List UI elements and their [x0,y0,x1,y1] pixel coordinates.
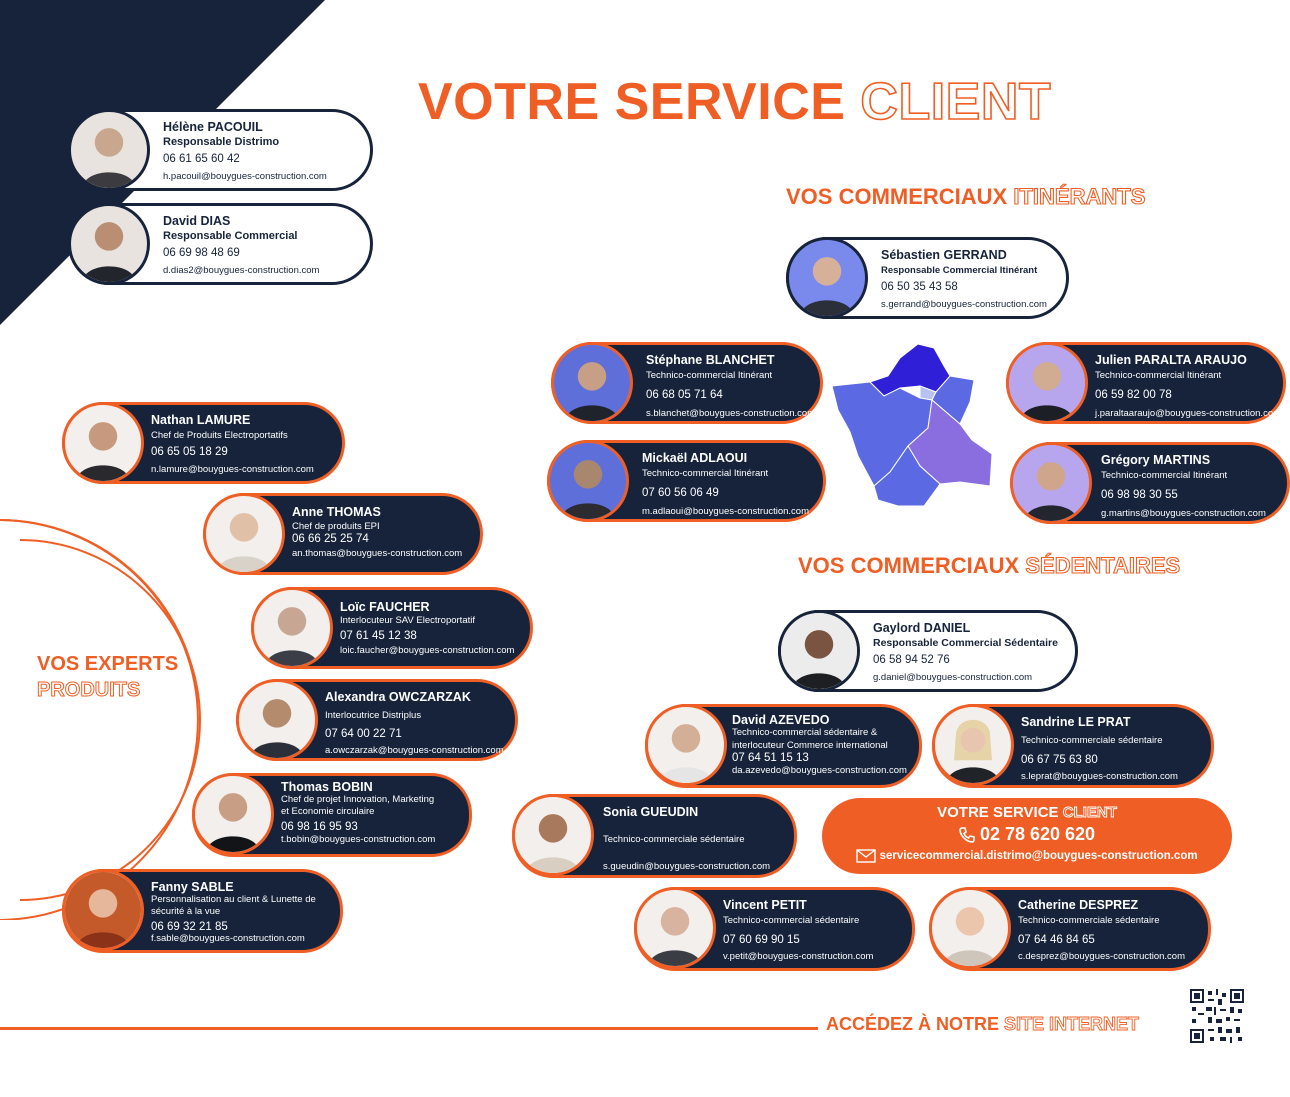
contact-name: Stéphane BLANCHET [646,353,775,367]
contact-name: Julien PARALTA ARAUJO [1095,353,1247,367]
avatar [236,679,318,761]
avatar [932,704,1014,786]
contact-role: Technico-commercial Itinérant [646,370,773,381]
contact-name: Catherine DESPREZ [1018,898,1139,912]
contact-card-sedentaire [929,887,1211,971]
service-client-title: VOTRE SERVICE CLIENT [937,804,1117,821]
avatar [251,587,333,669]
avatar [551,342,633,424]
contact-role: Technico-commercial Itinérant [642,468,769,479]
service-client-phone[interactable]: 02 78 620 620 [822,824,1232,845]
contact-role: Responsable Commercial Sédentaire [873,637,1058,649]
contact-phone: 06 58 94 52 76 [873,654,950,666]
contact-email: g.martins@bouygues-construction.com [1101,508,1266,519]
contact-name: David DIAS [163,214,231,228]
contact-name: Nathan LAMURE [151,413,251,427]
contact-role: Technico-commercial sédentaire [723,915,860,926]
contact-phone: 07 64 00 22 71 [325,728,402,740]
phone-icon [959,827,975,843]
avatar [62,869,144,951]
contact-email: s.gerrand@bouygues-construction.com [881,299,1047,310]
contact-phone: 06 98 16 95 93 [281,820,358,833]
experts-arc-decoration [0,500,240,920]
contact-email: j.paraltaaraujo@bouygues-construction.com [1095,408,1282,419]
contact-card-itinerant [1006,342,1286,424]
contact-role: Interlocuteur SAV Electroportatif [340,615,475,626]
avatar [68,203,150,285]
contact-phone: 06 69 98 48 69 [163,247,240,259]
contact-role: Technico-commerciale sédentaire [1018,915,1160,926]
contact-role: Interlocutrice Distriplus [325,710,422,721]
contact-name: Hélène PACOUIL [163,120,263,134]
contact-email: g.daniel@bouygues-construction.com [873,672,1033,683]
contact-email: an.thomas@bouygues-construction.com [292,547,463,559]
contact-role: Technico-commercial Itinérant [1095,370,1222,381]
contact-name: Loïc FAUCHER [340,600,430,614]
contact-card-expert [203,493,483,575]
avatar [203,493,285,575]
contact-phone: 07 60 69 90 15 [723,934,800,946]
contact-role-line2: sécurité à la vue [151,906,221,917]
contact-role: Chef de Produits Electroportatifs [151,430,288,441]
contact-role-line1: Technico-commercial sédentaire & [732,726,878,738]
contact-name: Grégory MARTINS [1101,453,1211,467]
france-map-icon [828,336,1000,508]
contact-card-itinerant [1010,442,1290,524]
contact-card-sedentaire [634,887,915,971]
contact-card-sedentaire [778,610,1078,692]
section-title-itinerants: VOS COMMERCIAUX ITINÉRANTS [786,184,1146,209]
contact-card-sedentaire [645,704,922,788]
contact-email: n.lamure@bouygues-construction.com [151,464,314,475]
avatar [547,440,629,522]
contact-role-line1: Chef de projet Innovation, Marketing [281,793,435,805]
contact-name: Anne THOMAS [292,505,381,519]
contact-phone: 06 59 82 00 78 [1095,389,1172,401]
avatar [1006,342,1088,424]
contact-name: Vincent PETIT [723,898,807,912]
contact-name: Mickaël ADLAOUI [642,451,748,465]
contact-email: s.gueudin@bouygues-construction.com [603,861,771,872]
contact-email: a.owczarzak@bouygues-construction.com [325,745,504,756]
qr-code-icon[interactable] [1190,989,1244,1043]
contact-email: m.adlaoui@bouygues-construction.com [642,506,810,517]
contact-email: t.bobin@bouygues-construction.com [281,834,436,845]
contact-role: Technico-commerciale sédentaire [603,834,745,845]
contact-role: Responsable Commercial Itinérant [881,265,1038,276]
avatar [192,773,274,855]
contact-name: Alexandra OWCZARZAK [325,690,471,704]
contact-email: d.dias2@bouygues-construction.com [163,265,320,276]
contact-name: Thomas BOBIN [281,780,373,794]
contact-role: Responsable Distrimo [163,136,280,148]
avatar [786,237,868,319]
contact-phone: 07 64 46 84 65 [1018,934,1095,946]
contact-card-expert [192,773,472,857]
contact-card-expert [62,402,345,484]
contact-phone: 06 66 25 25 74 [292,533,369,545]
contact-card-expert [62,869,343,953]
contact-role-line1: Personnalisation au client & Lunette de [151,893,316,905]
contact-role: Technico-commercial Itinérant [1101,470,1228,481]
contact-email: c.desprez@bouygues-construction.com [1018,951,1186,962]
contact-name: Sandrine LE PRAT [1021,715,1131,729]
contact-phone: 06 68 05 71 64 [646,389,723,401]
contact-name: David AZEVEDO [732,713,830,727]
contact-email: s.blanchet@bouygues-construction.com [646,408,816,419]
avatar [634,887,716,969]
avatar [929,887,1011,969]
contact-card-manager [68,203,373,285]
contact-card-itinerant [551,342,823,424]
contact-phone: 06 61 65 60 42 [163,153,240,165]
contact-phone: 06 65 05 18 29 [151,446,228,458]
avatar [68,109,150,191]
avatar [1010,442,1092,524]
avatar [62,402,144,484]
contact-card-itinerant [547,440,826,522]
service-client-email[interactable]: servicecommercial.distrimo@bouygues-construction.com [822,849,1232,863]
contact-name: Gaylord DANIEL [873,621,971,635]
contact-phone: 07 61 45 12 38 [340,630,417,642]
mail-icon [856,849,876,863]
contact-email: s.leprat@bouygues-construction.com [1021,771,1178,782]
contact-card-sedentaire [932,704,1214,788]
contact-phone: 06 50 35 43 58 [881,281,958,293]
contact-role-line2: interlocuteur Commerce international [732,739,888,751]
contact-card-sedentaire [512,794,797,878]
contact-email: v.petit@bouygues-construction.com [723,951,874,962]
contact-card-manager [68,109,373,191]
contact-name: Sébastien GERRAND [881,248,1007,262]
contact-role: Technico-commerciale sédentaire [1021,735,1163,746]
contact-role: Responsable Commercial [163,230,298,242]
avatar [778,610,860,692]
contact-phone: 06 67 75 63 80 [1021,754,1098,766]
contact-card-itinerant [786,237,1069,319]
contact-email: f.sable@bouygues-construction.com [151,933,305,944]
contact-phone: 06 69 32 21 85 [151,920,228,933]
contact-role: Chef de produits EPI [292,520,380,532]
section-title-experts: VOS EXPERTS PRODUITS [37,653,179,701]
contact-name: Fanny SABLE [151,880,234,894]
contact-email: h.pacouil@bouygues-construction.com [163,171,327,182]
contact-name: Sonia GUEUDIN [603,805,699,819]
contact-phone: 07 60 56 06 49 [642,487,719,499]
contact-card-expert [236,679,518,761]
contact-email: loic.faucher@bouygues-construction.com [340,645,515,656]
footer-divider [0,1027,818,1030]
contact-email: da.azevedo@bouygues-construction.com [732,765,907,777]
service-client-box [822,798,1232,874]
avatar [645,704,727,786]
page-title: VOTRE SERVICE CLIENT [418,73,1052,131]
contact-role-line2: et Economie circulaire [281,806,375,817]
avatar [512,794,594,876]
section-title-sedentaires: VOS COMMERCIAUX SÉDENTAIRES [798,553,1181,578]
contact-card-expert [251,587,533,669]
website-link[interactable]: ACCÉDEZ À NOTRE SITE INTERNET [826,1014,1140,1034]
contact-phone: 07 64 51 15 13 [732,752,809,765]
contact-phone: 06 98 98 30 55 [1101,489,1178,501]
